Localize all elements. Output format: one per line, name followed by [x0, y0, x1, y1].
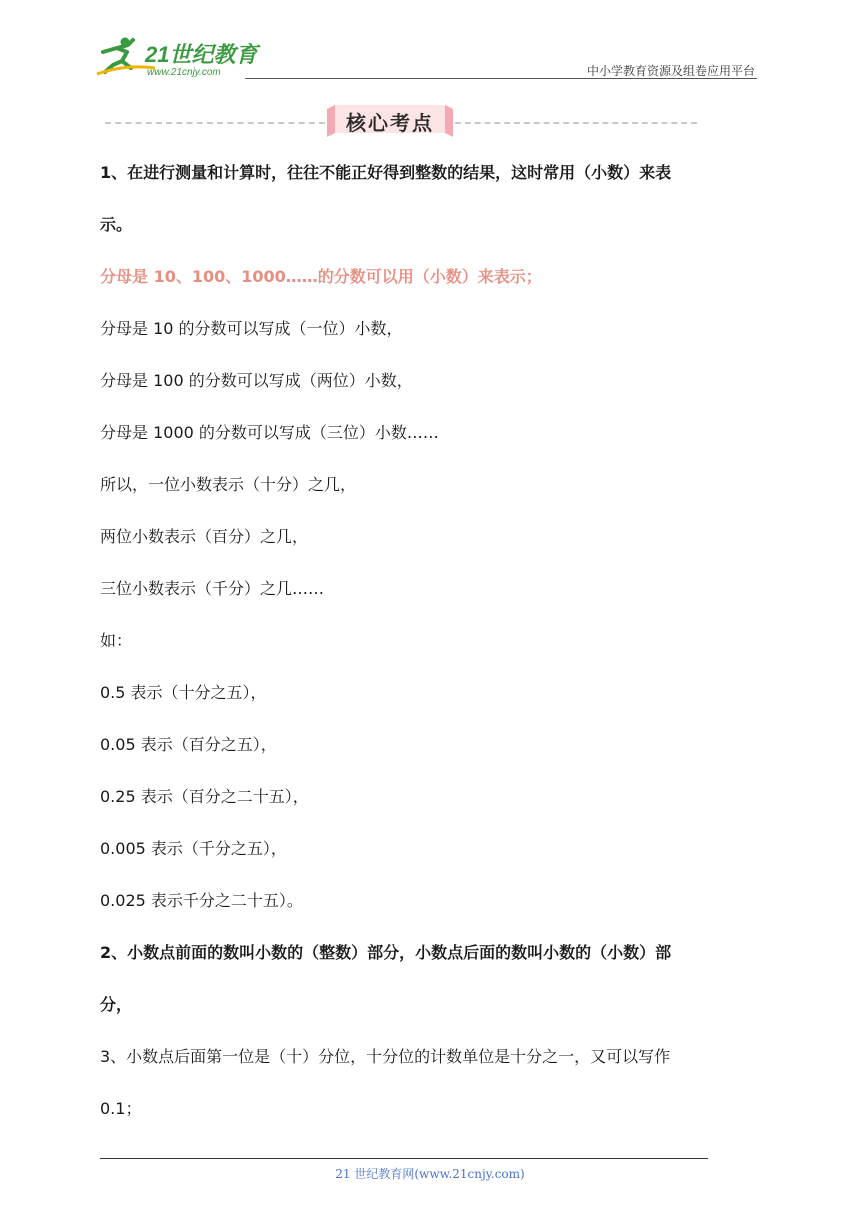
text-line: 示。 — [100, 215, 133, 234]
section-title: 核心考点 — [346, 111, 434, 135]
text-line: 0.25 表示（百分之二十五）， — [100, 787, 309, 806]
text-line: 如： — [100, 631, 133, 650]
footer-divider — [100, 1158, 708, 1159]
text-line: 0.1； — [100, 1099, 142, 1118]
text-line: 分母是 100 的分数可以写成（两位）小数， — [100, 371, 413, 390]
logo-text: 21世纪教育 — [145, 42, 258, 67]
footer-text: 21 世纪教育网(www.21cnjy.com) — [335, 1167, 525, 1181]
text-line: 分母是 1000 的分数可以写成（三位）小数…… — [100, 423, 439, 442]
platform-name: 中小学教育资源及组卷应用平台 — [586, 64, 755, 78]
site-logo — [95, 34, 265, 78]
section-heading — [100, 103, 700, 137]
text-line: 2、小数点前面的数叫小数的（整数）部分，小数点后面的数叫小数的（小数）部 — [100, 943, 672, 962]
text-line: 分母是 10、100、1000……的分数可以用（小数）来表示； — [100, 267, 542, 286]
text-line: 两位小数表示（百分）之几， — [100, 527, 309, 546]
text-line: 0.005 表示（千分之五）， — [100, 839, 287, 858]
text-line: 3、小数点后面第一位是（十）分位，十分位的计数单位是十分之一，又可以写作 — [100, 1047, 671, 1066]
dashed-divider-right — [455, 122, 697, 124]
text-line: 三位小数表示（千分）之几…… — [100, 579, 325, 598]
page-header — [95, 30, 757, 78]
text-line: 0.5 表示（十分之五）， — [100, 683, 267, 702]
text-line: 1、在进行测量和计算时，往往不能正好得到整数的结果，这时常用（小数）来表 — [100, 163, 672, 182]
text-line: 0.025 表示千分之二十五）。 — [100, 891, 303, 910]
text-line: 分母是 10 的分数可以写成（一位）小数， — [100, 319, 403, 338]
document-body — [100, 153, 762, 1141]
text-line: 0.05 表示（百分之五）， — [100, 735, 277, 754]
text-line: 分， — [100, 995, 133, 1014]
logo-url: www.21cnjy.com — [147, 67, 221, 78]
header-divider — [245, 78, 757, 79]
text-line: 所以，一位小数表示（十分）之几， — [100, 475, 357, 494]
dashed-divider-left — [105, 122, 325, 124]
